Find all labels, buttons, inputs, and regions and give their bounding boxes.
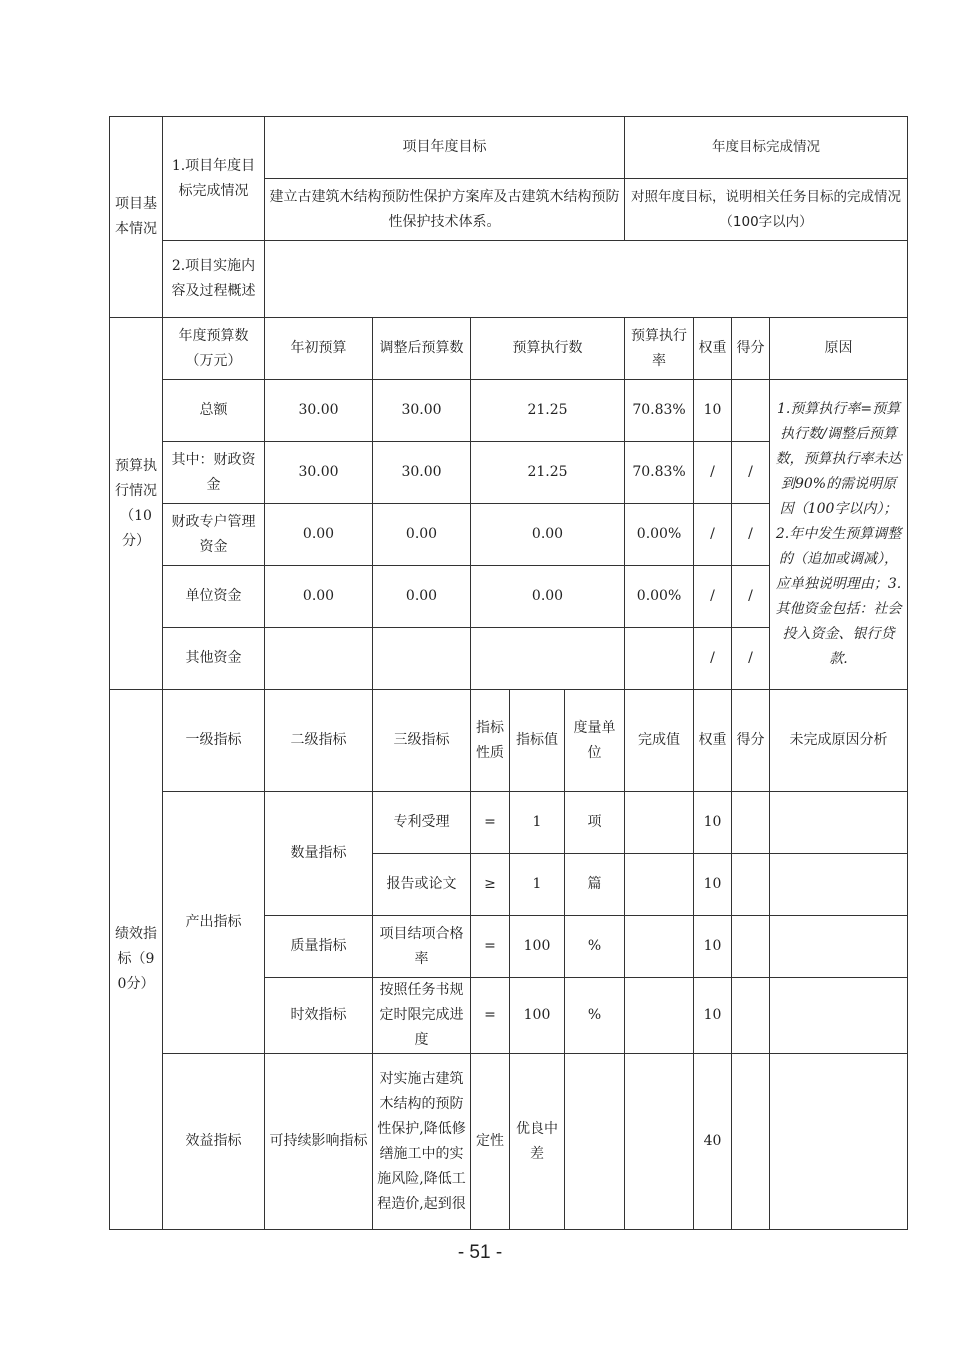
budget-rate: 70.83% [625,380,694,442]
indicator-unit: % [565,978,625,1054]
budget-weight: / [694,566,732,628]
indicator-value: 1 [510,792,565,854]
indicator-analysis [770,792,908,854]
indicator-nature: = [471,916,510,978]
implementation-label: 2.项目实施内容及过程概述 [163,241,265,318]
budget-executed [471,628,625,690]
budget-header-reason: 原因 [770,318,908,380]
budget-rate [625,628,694,690]
indicator-nature: = [471,792,510,854]
indicator-analysis [770,1054,908,1230]
indicator-nature: 定性 [471,1054,510,1230]
budget-weight: / [694,504,732,566]
budget-weight: 10 [694,380,732,442]
budget-row-label: 财政专户管理资金 [163,504,265,566]
quality-indicator-label: 质量指标 [265,916,373,978]
indicator-done [625,854,694,916]
timeliness-indicator-label: 时效指标 [265,978,373,1054]
budget-executed: 0.00 [471,504,625,566]
budget-rate: 70.83% [625,442,694,504]
indicator-done [625,792,694,854]
performance-section-label: 绩效指标（90分） [110,690,163,1230]
budget-section-label: 预算执行情况（10分） [110,318,163,690]
indicator-name: 报告或论文 [373,854,471,916]
budget-header-initial: 年初预算 [265,318,373,380]
budget-initial: 0.00 [265,566,373,628]
budget-executed: 0.00 [471,566,625,628]
perf-header-level2: 二级指标 [265,690,373,792]
budget-adjusted: 0.00 [373,504,471,566]
budget-header-annual: 年度预算数（万元） [163,318,265,380]
budget-adjusted: 0.00 [373,566,471,628]
perf-header-analysis: 未完成原因分析 [770,690,908,792]
goal-completion-label: 1.项目年度目标完成情况 [163,117,265,241]
indicator-weight: 10 [694,978,732,1054]
perf-header-value: 指标值 [510,690,565,792]
indicator-score [732,792,770,854]
perf-header-level3: 三级指标 [373,690,471,792]
budget-adjusted [373,628,471,690]
goal-text: 建立古建筑木结构预防性保护方案库及古建筑木结构预防性保护技术体系。 [265,179,625,241]
budget-weight: / [694,628,732,690]
indicator-unit: % [565,916,625,978]
budget-row-total [110,380,908,442]
budget-header-adjusted: 调整后预算数 [373,318,471,380]
budget-initial: 30.00 [265,442,373,504]
sustainability-indicator-label: 可持续影响指标 [265,1054,373,1230]
budget-rate: 0.00% [625,504,694,566]
completion-text: 对照年度目标，说明相关任务目标的完成情况（100字以内） [625,179,908,241]
budget-initial [265,628,373,690]
indicator-name: 按照任务书规定时限完成进度 [373,978,471,1054]
indicator-analysis [770,916,908,978]
indicator-done [625,916,694,978]
page-number: - 51 - [457,1242,503,1263]
perf-header-done: 完成值 [625,690,694,792]
budget-weight: / [694,442,732,504]
indicator-nature: = [471,978,510,1054]
quantity-indicator-label: 数量指标 [265,792,373,916]
budget-row-label: 总额 [163,380,265,442]
indicator-weight: 10 [694,854,732,916]
budget-score: / [732,566,770,628]
budget-executed: 21.25 [471,442,625,504]
indicator-score [732,916,770,978]
budget-score: / [732,628,770,690]
performance-evaluation-table [109,116,908,1230]
budget-header-score: 得分 [732,318,770,380]
goal-header: 项目年度目标 [265,117,625,179]
budget-adjusted: 30.00 [373,380,471,442]
indicator-name: 对实施古建筑木结构的预防性保护,降低修缮施工中的实施风险,降低工程造价,起到很 [373,1054,471,1230]
indicator-analysis [770,854,908,916]
indicator-weight: 10 [694,792,732,854]
indicator-unit: 篇 [565,854,625,916]
indicator-analysis [770,978,908,1054]
indicator-nature: ≥ [471,854,510,916]
indicator-weight: 10 [694,916,732,978]
indicator-unit [565,1054,625,1230]
indicator-score [732,978,770,1054]
indicator-done [625,978,694,1054]
indicator-score [732,1054,770,1230]
indicator-value: 100 [510,978,565,1054]
indicator-score [732,854,770,916]
budget-header-executed: 预算执行数 [471,318,625,380]
budget-initial: 30.00 [265,380,373,442]
implementation-content [265,241,908,318]
perf-header-unit: 度量单位 [565,690,625,792]
indicator-value: 100 [510,916,565,978]
perf-header-weight: 权重 [694,690,732,792]
indicator-name: 专利受理 [373,792,471,854]
budget-executed: 21.25 [471,380,625,442]
indicator-value: 优良中差 [510,1054,565,1230]
indicator-value: 1 [510,854,565,916]
table-row [110,792,908,854]
perf-header-score: 得分 [732,690,770,792]
budget-reason-note: 1.预算执行率=预算执行数/调整后预算数，预算执行率未达到90%的需说明原因（100字以内）；2.年中发生预算调整的（追加或调减），应单独说明理由；3.其他资金包括：社会投入资金、银行贷款. [770,380,908,690]
budget-rate: 0.00% [625,566,694,628]
budget-score: / [732,504,770,566]
indicator-name: 项目结项合格率 [373,916,471,978]
budget-row-label: 其他资金 [163,628,265,690]
benefit-indicator-label: 效益指标 [163,1054,265,1230]
indicator-unit: 项 [565,792,625,854]
budget-adjusted: 30.00 [373,442,471,504]
basic-section-label: 项目基本情况 [110,117,163,318]
budget-header-weight: 权重 [694,318,732,380]
indicator-weight: 40 [694,1054,732,1230]
perf-header-nature: 指标性质 [471,690,510,792]
perf-header-level1: 一级指标 [163,690,265,792]
output-indicator-label: 产出指标 [163,792,265,1054]
completion-header: 年度目标完成情况 [625,117,908,179]
budget-score: / [732,442,770,504]
budget-row-label: 单位资金 [163,566,265,628]
indicator-done [625,1054,694,1230]
budget-header-rate: 预算执行率 [625,318,694,380]
budget-score [732,380,770,442]
table-row [110,1054,908,1230]
budget-initial: 0.00 [265,504,373,566]
budget-row-label: 其中：财政资金 [163,442,265,504]
